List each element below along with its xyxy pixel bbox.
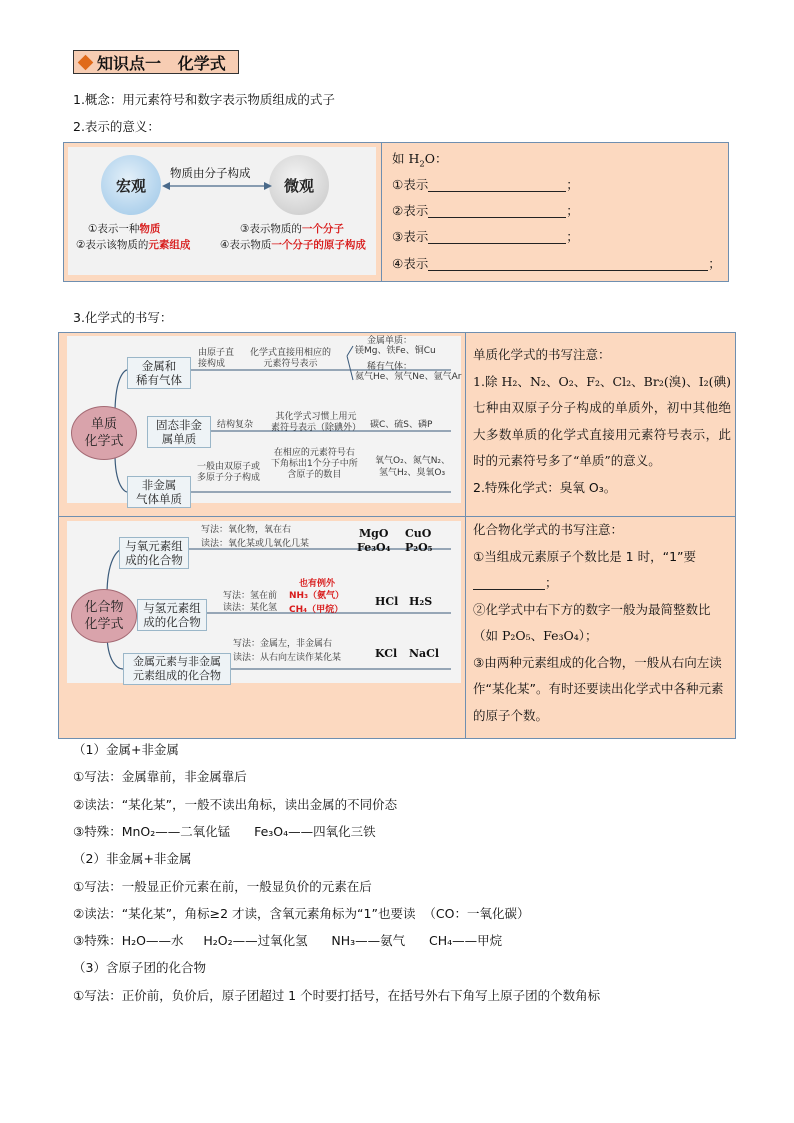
gas-example-2: 氢气H₂、臭氧O₃ — [379, 468, 446, 478]
oxygen-compound-node: 与氧元素组 成的化合物 — [119, 537, 189, 569]
example-formula: 如 $H_2O$： — [392, 151, 448, 170]
answer-blank-2[interactable] — [428, 205, 566, 218]
macro-item-2: ②表示该物质的元素组成 — [76, 239, 191, 251]
solid-nonmetal-node: 固态非金 属单质 — [147, 416, 211, 448]
compound-diagram — [67, 521, 461, 683]
exception-label: 也有例外 — [299, 579, 336, 589]
rule-2-special: ③特殊：H₂O——水 H₂O₂——过氧化氢 NH₃——氨气 CH₄——甲烷 — [73, 933, 503, 948]
solid-rule: 其化学式习惯上用元 素符号表示（除碘外） — [271, 412, 362, 433]
blank-row-4: ④表示 ； — [392, 256, 721, 271]
macro-label: 宏观 — [115, 176, 146, 195]
compound-notes — [473, 517, 731, 729]
micro-item-1: ③表示物质的一个分子 — [240, 223, 344, 235]
compound-root-node: 化合物 化学式 — [71, 589, 137, 643]
table-divider-vertical — [465, 333, 466, 738]
oxygen-rule-read: 读法：氧化某或几氧化几某 — [201, 539, 310, 549]
writing-line: 3.化学式的书写： — [73, 310, 173, 325]
answer-blank-3[interactable] — [428, 231, 566, 244]
formula-mgo: MgO — [359, 527, 389, 540]
formula-h2s: H₂S — [409, 595, 433, 608]
blank-row-2: ②表示 ； — [392, 203, 579, 218]
double-arrow-icon — [162, 180, 272, 192]
blank-row-1: ①表示 ； — [392, 177, 579, 192]
formula-p2o5: P₂O₅ — [405, 541, 433, 554]
section-header — [73, 50, 239, 74]
metal-nonmetal-rule-read: 读法：从右向左读作某化某 — [233, 653, 342, 663]
element-notes-p2: 2.特殊化学式：臭氧 O₃。 — [473, 479, 617, 495]
meaning-line: 2.表示的意义： — [73, 119, 160, 134]
formula-cuo: CuO — [405, 527, 432, 540]
metal-example-4: 氦气He、氖气Ne、氩气Ar — [355, 372, 462, 382]
metal-example-2: 镁Mg、铁Fe、铜Cu — [355, 346, 436, 356]
rule-3-write: ①写法：正价前，负价后，原子团超过 1 个时要打括号，在括号外右下角写上原子团的个数角标 — [73, 988, 601, 1003]
gas-desc: 一般由双原子或 多原子分子构成 — [197, 462, 261, 483]
rule-heading-2: （2）非金属+非金属 — [73, 851, 192, 866]
element-notes-title: 单质化学式的书写注意： — [473, 347, 611, 362]
rule-heading-3: （3）含原子团的化合物 — [73, 960, 206, 975]
gas-rule: 在相应的元素符号右 下角标出1个分子中所 含原子的数目 — [271, 448, 358, 480]
element-diagram — [67, 336, 462, 506]
hydrogen-compound-node: 与氢元素组 成的化合物 — [137, 599, 207, 631]
diamond-icon — [78, 54, 94, 70]
nonmetal-gas-node: 非金属 气体单质 — [127, 476, 191, 508]
micro-circle — [269, 155, 329, 215]
macro-circle — [101, 155, 161, 215]
compound-notes-title: 化合物化学式的书写注意： — [473, 522, 624, 537]
solid-example: 碳C、硫S、磷P — [370, 420, 433, 430]
element-notes — [473, 342, 731, 501]
micro-item-2: ④表示物质一个分子的原子构成 — [220, 239, 366, 251]
solid-desc: 结构复杂 — [217, 420, 254, 430]
compound-notes-p1-blank-row: ； — [473, 570, 731, 597]
compound-notes-p2: ②化学式中右下方的数字一般为最简整数比（如 P₂O₅、Fe₃O₄）； — [473, 601, 711, 643]
compound-notes-p1a: ①当组成元素原子个数比是 1 时，“1”要 — [473, 548, 697, 564]
rule-2-write: ①写法：一般显正价元素在前，一般显负价的元素在后 — [73, 879, 372, 894]
formula-hcl: HCl — [375, 595, 399, 608]
hydrogen-rule-read: 读法：某化氢 — [223, 603, 278, 613]
metal-example-3: 稀有气体： — [367, 362, 413, 372]
rule-1-special: ③特殊：MnO₂——二氧化锰 Fe₃O₄——四氧化三铁 — [73, 824, 376, 839]
meaning-table — [63, 142, 729, 282]
meaning-diagram — [68, 147, 376, 275]
arrow-label: 物质由分子构成 — [170, 166, 251, 180]
formula-fe3o4: Fe₃O₄ — [357, 541, 391, 554]
rule-1-write: ①写法：金属靠前，非金属靠后 — [73, 769, 247, 784]
section-title: 知识点一 化学式 — [97, 53, 226, 73]
gas-example-1: 氧气O₂、氮气N₂、 — [375, 456, 451, 466]
writing-table — [58, 332, 736, 739]
metal-rule: 化学式直接用相应的 元素符号表示 — [250, 348, 332, 369]
answer-blank-1[interactable] — [428, 179, 566, 192]
metal-noble-gas-node: 金属和 稀有气体 — [127, 357, 191, 389]
element-root-node: 单质 化学式 — [71, 406, 137, 460]
blank-row-3: ③表示 ； — [392, 229, 579, 244]
hydrogen-rule-write: 写法：氢在前 — [223, 591, 278, 601]
answer-blank-4[interactable] — [428, 258, 708, 271]
answer-blank-5[interactable] — [473, 577, 545, 590]
micro-label: 微观 — [283, 176, 314, 195]
rule-1-read: ②读法：“某化某”，一般不读出角标，读出金属的不同价态 — [73, 797, 398, 812]
macro-item-1: ①表示一种物质 — [88, 223, 161, 235]
element-notes-p1: 1.除 H₂、N₂、O₂、F₂、Cl₂、Br₂(溴)、I₂(碘)七种由双原子分子构成的单质外，初中其他绝大多数单质的化学式直接用元素符号表示，此时的元素符号多了“单质”的意义。 — [473, 373, 731, 468]
rule-2-read: ②读法：“某化某”，角标≥2 才读，含氧元素角标为“1”也要读 （CO：一氧化碳） — [73, 906, 530, 921]
formula-nacl: NaCl — [409, 647, 440, 660]
formula-kcl: KCl — [375, 647, 398, 660]
exception-nh3: NH₃（氨气） — [289, 591, 345, 601]
compound-notes-p3: ③由两种元素组成的化合物，一般从右向左读作“某化某”。有时还要读出化学式中各种元素的原子个数。 — [473, 654, 724, 723]
concept-line: 1.概念：用元素符号和数字表示物质组成的式子 — [73, 92, 335, 107]
metal-example-1: 金属单质： — [367, 336, 413, 346]
metal-nonmetal-rule-write: 写法：金属左，非金属右 — [233, 639, 333, 649]
oxygen-rule-write: 写法：氧化物，氧在右 — [201, 525, 292, 535]
metal-nonmetal-compound-node: 金属元素与非金属 元素组成的化合物 — [123, 653, 231, 685]
rule-heading-1: （1）金属+非金属 — [73, 742, 179, 757]
meaning-diagram-cell — [64, 143, 382, 281]
metal-desc: 由原子直 接构成 — [198, 348, 235, 369]
exception-ch4: CH₄（甲烷） — [289, 605, 344, 615]
